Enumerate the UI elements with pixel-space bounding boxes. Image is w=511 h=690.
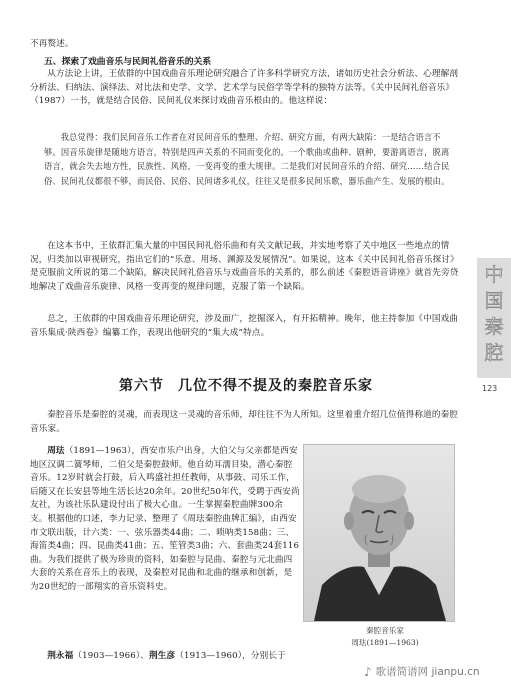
paragraph-book-discussion (30, 240, 462, 294)
paragraph-methodology-text: 从方法论上讲，王依群的中国戏曲音乐理论研究融合了许多科学研究方法，诸如历史社会分析法、心理解剖分析法、归纳法、演绎法、对比法和史学、文学、艺术学与民俗学等学科的独特方法等。《关中民间礼俗音乐》（1987）一书，就是结合民俗、民间礼仪来探讨戏曲音乐根由的。他这样说： (30, 69, 459, 107)
intro-text: 不再赘述。 (30, 39, 74, 49)
section5-heading: 五、探索了戏曲音乐与民间礼俗音乐的关系 (44, 57, 212, 67)
portrait-photo (303, 444, 455, 622)
page-number: 123 (482, 384, 498, 393)
portrait-illustration (304, 445, 454, 621)
side-title-char: 国 (484, 290, 504, 312)
side-vertical-title (480, 262, 508, 366)
musician-name-2: 荆生彦 (149, 651, 176, 661)
paragraph-methodology (30, 68, 462, 109)
biography-zhoujie (30, 445, 300, 595)
biography-next (30, 650, 330, 664)
biography-zhoujie-text: （1891—1963），西安市乐户出身，大伯父与父亲都是西安地区汉调二簧琴师，二伯父是秦腔鼓师。他自幼耳濡目染，潜心秦腔音乐。12岁时就会打鼓，后入鸣盛社担任教师，从事鼓、司乐工作，后随又在长安县等地生活长达20余年。20世纪50年代，受聘于西安尚友社，为该社乐队建设付出了极大心血。一生掌握秦腔曲牌300余支。根据他的口述，李力记录、整理了《周珐秦腔曲牌汇编》，由西安市文联出版，计六类：一、弦乐器类44曲；二、唢呐类158曲；三、海笛类4曲；四、昆曲类41曲；五、笙管类3曲；六、套曲类24套116曲。为我们提供了极为珍贵的资料，如秦腔与昆曲、秦腔与元北曲四大套的关系在音乐上的表现，及秦腔对昆曲和北曲的继承和创新，是为20世纪的一部翔实的音乐资料史。 (30, 446, 300, 592)
section6-intro (30, 409, 462, 436)
section6-heading (30, 375, 462, 395)
music-note-icon: ♪ (364, 664, 372, 679)
photo-caption-line1: 秦腔音乐家 (366, 626, 404, 635)
paragraph-book-discussion-text: 在这本书中，王依群汇集大量的中国民间礼俗乐曲和有关文献记载，并实地考察了关中地区一些地点的情况，归类加以审视研究，指出它们的“乐意、用场、渊源及发展情况”。如果说，这本《关中民间礼俗音乐探讨》是克服前文所说的第二个缺陷，解决民间礼俗音乐与戏曲音乐的关系的，那么前述《秦腔语音讲座》就首先旁贷地解决了戏曲音乐旋律、风格一变再变的规律问题，克服了第一个缺陷。 (30, 241, 459, 292)
side-title-char: 腔 (484, 342, 504, 364)
section6-number: 第六节 (119, 378, 164, 394)
block-quote (44, 130, 454, 188)
musician-years-1: （1903—1966）、 (73, 651, 150, 661)
side-title-char: 中 (484, 264, 504, 286)
photo-caption-line2: 周珐(1891—1963) (351, 638, 419, 647)
paragraph-summary-text: 总之，王依群的中国戏曲音乐理论研究，涉及面广，挖掘深入，有开拓精神。晚年，他主持参加《中国戏曲音乐集成·陕西卷》编纂工作，表现出他研究的“集大成”特点。 (30, 314, 459, 338)
watermark-text: 歌谱简谱网 jianpu.cn (375, 666, 480, 678)
musician-years-2: （1913—1960），分别长于 (175, 651, 286, 661)
photo-caption (340, 625, 430, 649)
section6-title: 几位不得不提及的秦腔音乐家 (178, 378, 373, 394)
paragraph-summary (30, 313, 462, 340)
side-title-char: 秦 (484, 316, 504, 338)
watermark (364, 664, 480, 679)
section6-intro-text: 秦腔音乐是秦腔的灵魂，而表现这一灵魂的音乐师，却往往不为人所知。这里着重介绍几位值得称道的秦腔音乐家。 (30, 410, 459, 434)
musician-name: 周珐 (47, 446, 65, 456)
musician-name-1: 荆永福 (47, 651, 74, 661)
block-quote-text: 我总觉得：我们民间音乐工作者在对民间音乐的整理、介绍、研究方面，有两大缺陷：一是结合语言不够。因音乐旋律是随地方语言，特别是四声关系的不同而变化的。一个歌曲或曲种、剧种，要游离语言，脱离语言，就会失去地方性，民族性、风格，一变再变的重大规律。二是我们对民间音乐的介绍、研究……结合民俗、民间礼仪都很不够，而民俗、民俗、民间诸多礼仪，往往又是很多民间乐歌，器乐曲产生、发展的根由。 (44, 132, 450, 186)
